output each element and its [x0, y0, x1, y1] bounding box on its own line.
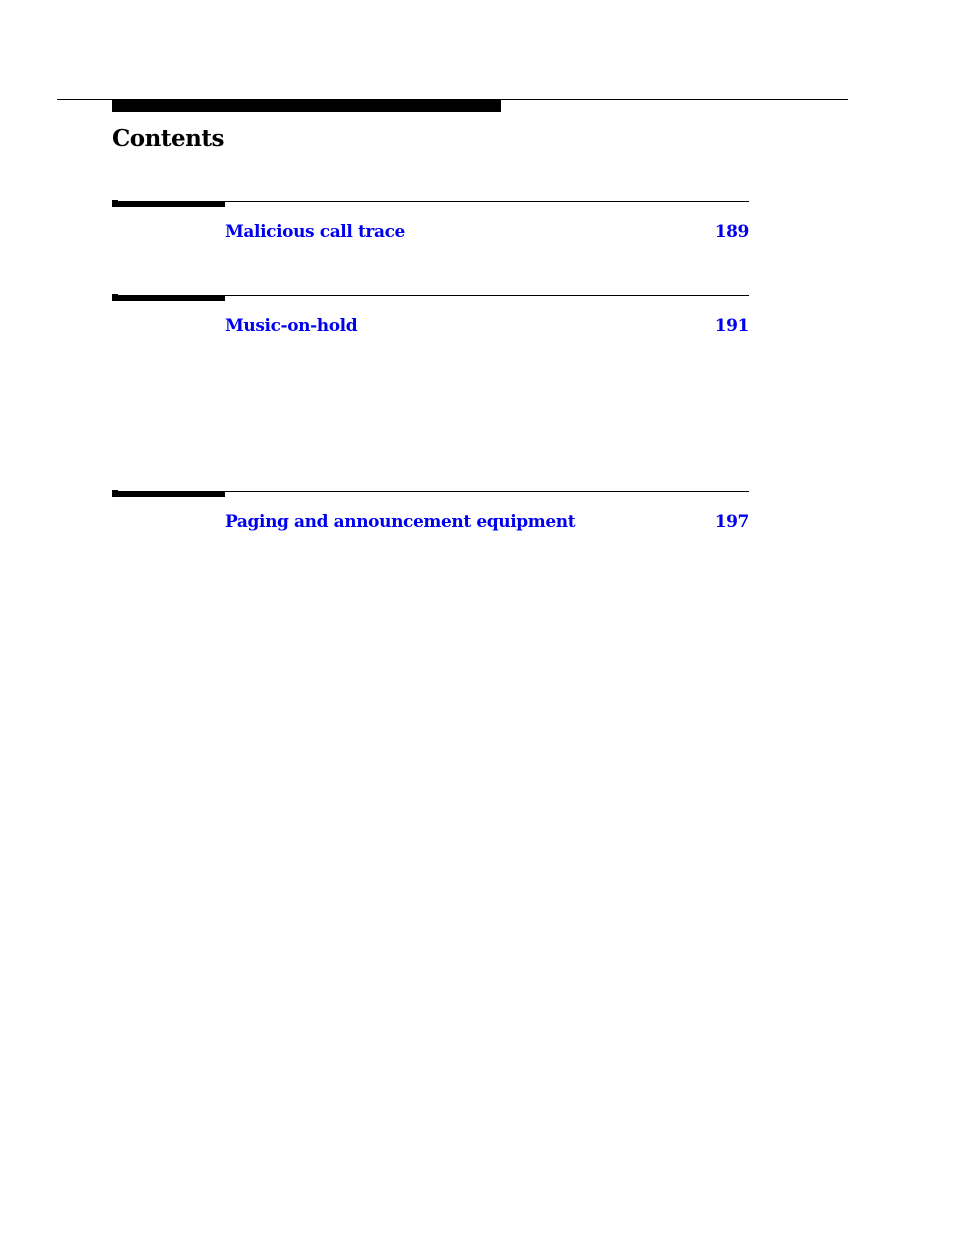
toc-page-number-malicious-call-trace[interactable]: 189 — [714, 222, 749, 242]
toc-link-music-on-hold[interactable]: Music-on-hold — [225, 316, 358, 336]
toc-page-number-paging-and-announcement-equipment[interactable]: 197 — [714, 512, 749, 532]
toc-rule-thick — [112, 295, 225, 301]
toc-link-paging-and-announcement-equipment[interactable]: Paging and announcement equipment — [225, 512, 576, 532]
toc-entry-malicious-call-trace — [112, 201, 749, 261]
page-header — [0, 0, 954, 120]
page-title: Contents — [112, 125, 224, 152]
toc-rule-thick — [112, 491, 225, 497]
toc-page-number-music-on-hold[interactable]: 191 — [714, 316, 749, 336]
toc-rule-thick — [112, 201, 225, 207]
toc-entry-music-on-hold — [112, 295, 749, 355]
header-rule-thick — [112, 99, 501, 112]
toc-link-malicious-call-trace[interactable]: Malicious call trace — [225, 222, 405, 242]
toc-entry-paging-and-announcement-equipment — [112, 491, 749, 551]
